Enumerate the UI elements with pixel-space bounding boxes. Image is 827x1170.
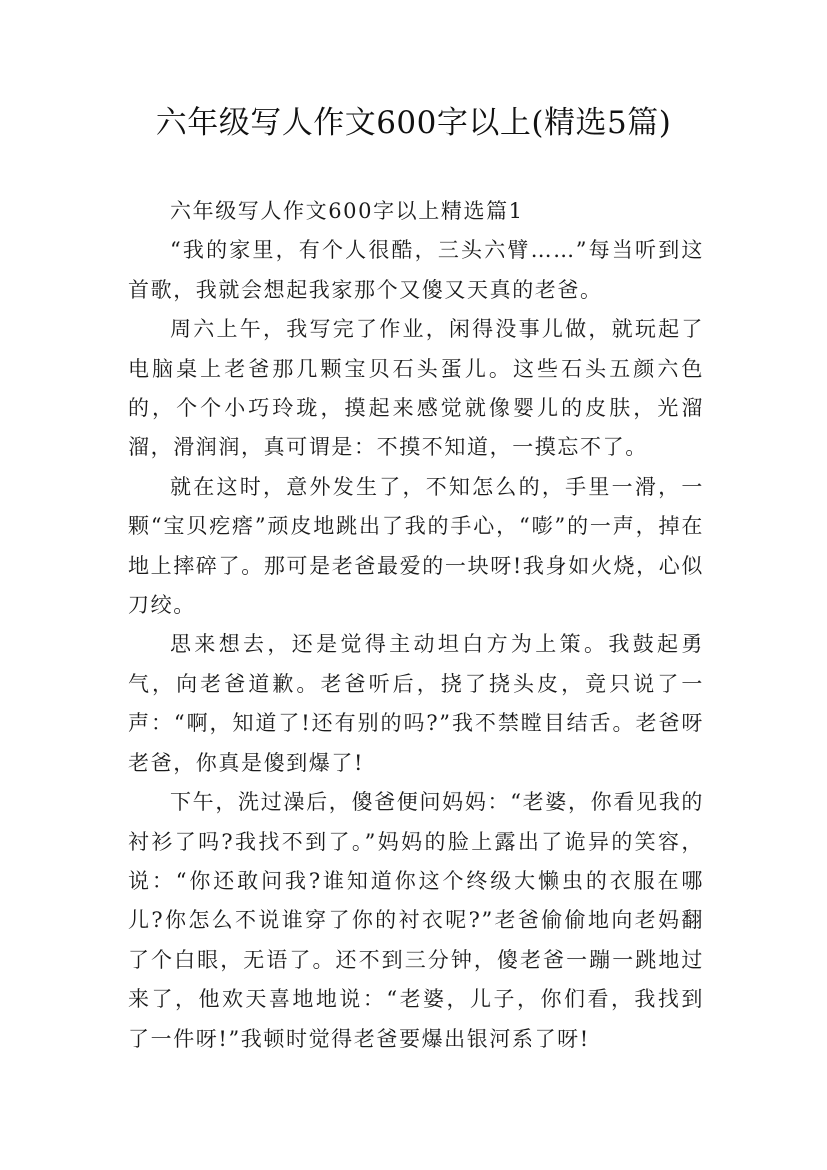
document-title: 六年级写人作文600字以上(精选5篇) (155, 105, 672, 141)
paragraph: “我的家里，有个人很酷，三头六臂……”每当听到这首歌，我就会想起我家那个又傻又天真的老爸。 (128, 238, 704, 302)
paragraph: 周六上午，我写完了作业，闲得没事儿做，就玩起了电脑桌上老爸那几颗宝贝石头蛋儿。这些石头五颜六色的，个个小巧玲珑，摸起来感觉就像婴儿的皮肤，光溜溜，滑润润，真可谓是：不摸不知道，一摸忘不了。 (128, 317, 704, 460)
paragraph: 思来想去，还是觉得主动坦白方为上策。我鼓起勇气，向老爸道歉。老爸听后，挠了挠头皮，竟只说了一声：“啊，知道了!还有别的吗?”我不禁瞠目结舌。老爸呀老爸，你真是傻到爆了! (128, 632, 704, 775)
paragraph: 下午，洗过澡后，傻爸便问妈妈：“老婆，你看见我的衬衫了吗?我找不到了。”妈妈的脸上露出了诡异的笑容，说：“你还敢问我?谁知道你这个终级大懒虫的衣服在哪儿?你怎么不说谁穿了你的衬衣呢?”老爸偷偷地向老妈翻了个白眼，无语了。还不到三分钟，傻老爸一蹦一跳地过来了，他欢天喜地地说：“老婆，儿子，你们看，我找到了一件呀!”我顿时觉得老爸要爆出银河系了呀! (128, 790, 704, 1051)
article-body (128, 192, 704, 1059)
paragraph: 就在这时，意外发生了，不知怎么的，手里一滑，一颗“宝贝疙瘩”顽皮地跳出了我的手心，“嘭”的一声，掉在地上摔碎了。那可是老爸最爱的一块呀!我身如火烧，心似刀绞。 (128, 474, 704, 618)
section-subheading: 六年级写人作文600字以上精选篇1 (170, 199, 524, 223)
